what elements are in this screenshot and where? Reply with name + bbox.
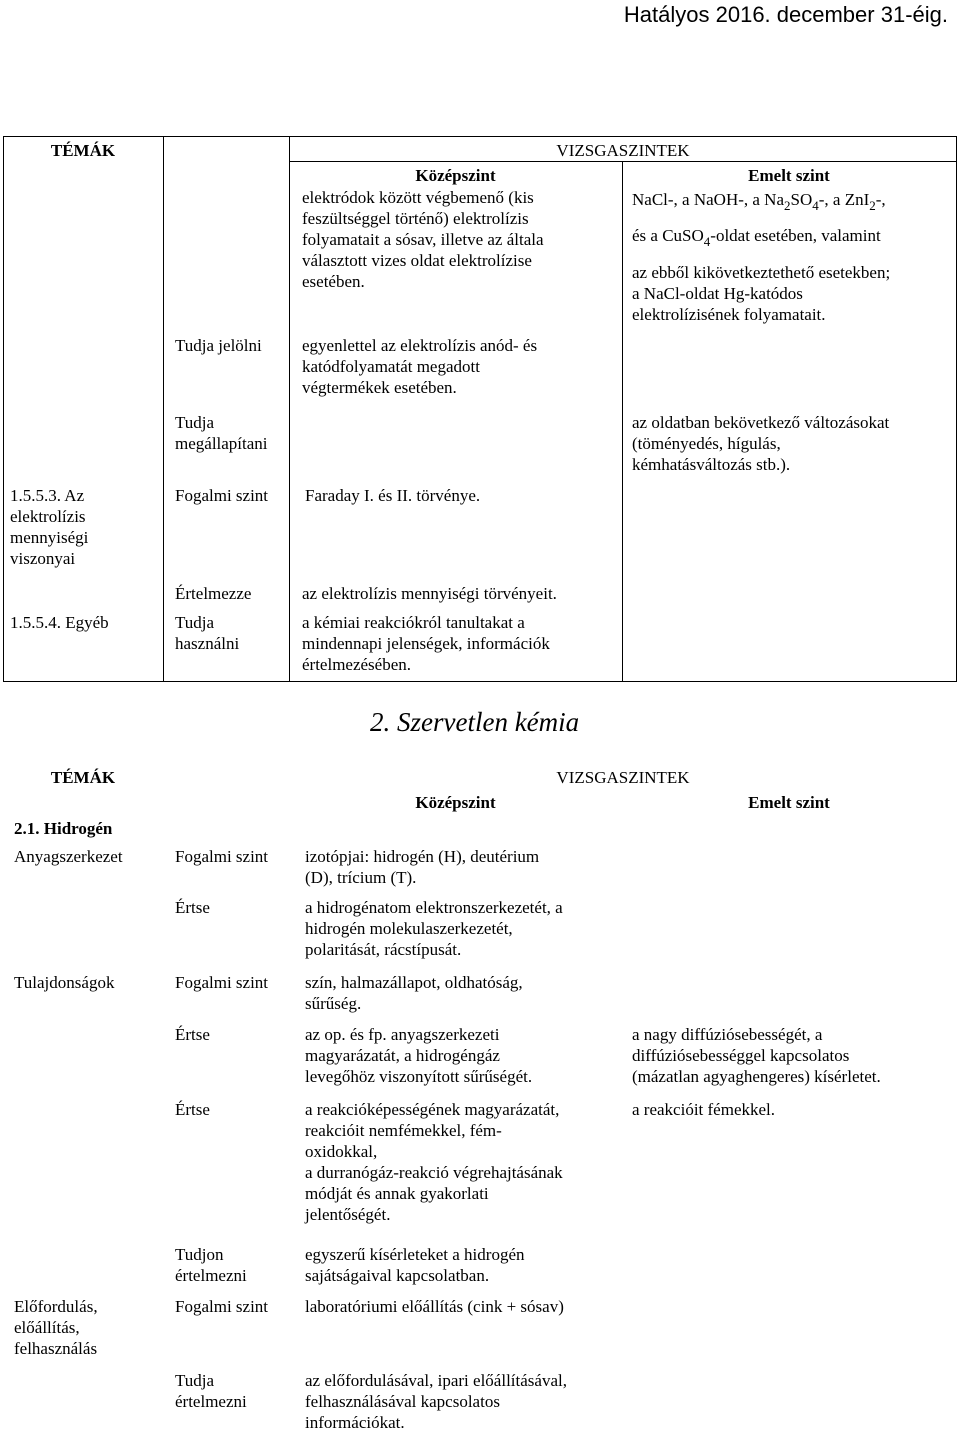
text-line: a NaCl-oldat Hg-katódos — [632, 284, 803, 303]
text-line: Tudjon — [175, 1245, 224, 1264]
text-fragment: -oldat esetében, valamint — [710, 226, 881, 245]
table1-right-border — [956, 136, 957, 681]
table2-row-mid — [305, 972, 523, 1014]
text-line: az op. és fp. anyagszerkezeti — [305, 1025, 500, 1044]
table1-top-border — [3, 136, 957, 137]
text-line: Tudja — [175, 1371, 215, 1390]
text-line: a hidrogénatom elektronszerkezetét, a — [305, 898, 563, 917]
text-line: levegőhöz viszonyított sűrűségét. — [305, 1067, 533, 1086]
section-title: 2. Szervetlen kémia — [370, 707, 580, 737]
text-line: a kémiai reakciókról tanultakat a — [302, 613, 525, 632]
table2-topic-properties: Tulajdonságok — [14, 973, 115, 992]
text-line: értelmezni — [175, 1392, 247, 1411]
text-line: 1.5.5.3. Az — [10, 486, 85, 505]
text-line: Előfordulás, — [14, 1297, 98, 1316]
text-line: elektródok között végbemenő (kis — [302, 188, 534, 207]
text-line: elektrolízis — [10, 507, 86, 526]
table2-row-mid — [305, 1024, 532, 1087]
text-line: az oldatban bekövetkező változásokat — [632, 413, 890, 432]
subscript: 2 — [784, 198, 791, 213]
table2-row-verb — [175, 846, 268, 867]
text-line: Fogalmi szint — [175, 847, 269, 866]
text-line: oxidokkal, — [305, 1142, 378, 1161]
table1-verb-tudja-megallapitani — [175, 412, 268, 454]
text-line: kémhatásváltozás stb.). — [632, 455, 791, 474]
table2-topic-structure: Anyagszerkezet — [14, 847, 123, 866]
text-fragment: SO — [790, 190, 813, 209]
text-line: laboratóriumi előállítás (cink + sósav) — [305, 1297, 564, 1316]
text-line: egyszerű kísérleteket a hidrogén — [305, 1245, 525, 1264]
table1-divider-levels — [622, 161, 623, 681]
text-line: jelentőségét. — [305, 1205, 391, 1224]
text-line: polaritását, rácstípusát. — [305, 940, 462, 959]
text-line: mennyiségi — [10, 528, 89, 547]
table2-row-adv — [632, 1024, 881, 1087]
text-fragment: és a CuSO — [632, 226, 704, 245]
table2-row-verb — [175, 1099, 210, 1120]
table2-row-verb — [175, 1370, 247, 1412]
table1-topic-1-5-5-4: 1.5.5.4. Egyéb — [10, 613, 109, 632]
table1-verb-ertelmezze: Értelmezze — [175, 584, 252, 603]
text-line: Értse — [175, 1100, 210, 1119]
text-line: Tudja — [175, 613, 215, 632]
table1-verb-tudja-hasznalni — [175, 612, 239, 654]
table1-mid-anode-cathode-text — [302, 335, 537, 398]
text-line: magyarázatát, a hidrogéngáz — [305, 1046, 500, 1065]
table2-col-mid: Középszint — [415, 793, 496, 812]
table2-row-verb — [175, 1244, 247, 1286]
table1-col-topics: TÉMÁK — [50, 141, 116, 160]
table2-row-mid — [305, 1296, 564, 1317]
table2-col-topics: TÉMÁK — [50, 768, 116, 787]
table1-col-adv: Emelt szint — [748, 166, 830, 185]
text-line: folyamatait a sósav, illetve az általa — [302, 230, 544, 249]
text-line: esetében. — [302, 272, 365, 291]
table1-topic-1-5-5-3 — [10, 485, 88, 569]
table2-row-mid — [305, 846, 539, 888]
table2-row-verb — [175, 1296, 268, 1317]
text-line: információkat. — [305, 1413, 405, 1432]
text-fragment: NaCl-, a NaOH-, a Na — [632, 190, 784, 209]
text-line: az ebből kikövetkeztethető esetekben; — [632, 263, 891, 282]
table1-mid-electrolysis-text — [302, 187, 544, 292]
text-line: feszültséggel történő) elektrolízis — [302, 209, 529, 228]
text-line: a reakcióképességének magyarázatát, — [305, 1100, 560, 1119]
table1-divider-verbs — [289, 136, 290, 681]
text-line: mindennapi jelenségek, információk — [302, 634, 550, 653]
text-line: katódfolyamatát megadott — [302, 357, 480, 376]
text-line: előállítás, — [14, 1318, 80, 1337]
text-line: felhasználás — [14, 1339, 98, 1358]
text-line: végtermékek esetében. — [302, 378, 457, 397]
text-line: módját és annak gyakorlati — [305, 1184, 489, 1203]
table2-row-mid — [305, 897, 563, 960]
text-line: szín, halmazállapot, oldhatóság, — [305, 973, 523, 992]
table2-row-mid — [305, 1099, 563, 1225]
text-line: értelmezni — [175, 1266, 247, 1285]
table1-mid-faraday: Faraday I. és II. törvénye. — [305, 486, 481, 505]
text-line: értelmezésében. — [302, 655, 412, 674]
text-line: (D), trícium (T). — [305, 868, 417, 887]
text-line: egyenlettel az elektrolízis anód- és — [302, 336, 538, 355]
subscript: 4 — [703, 234, 711, 249]
table1-mid-quantitative-laws: az elektrolízis mennyiségi törvényeit. — [302, 584, 557, 603]
table1-adv-solution-changes-text — [632, 412, 889, 475]
text-line: megállapítani — [175, 434, 268, 453]
table2-row-verb — [175, 972, 268, 993]
text-line: Fogalmi szint — [175, 1297, 269, 1316]
validity-header: Hatályos 2016. december 31-éig. — [623, 2, 948, 27]
text-line: sűrűség. — [305, 994, 362, 1013]
text-line: a durranógáz-reakció végrehajtásának — [305, 1163, 563, 1182]
text-line: a reakcióit fémekkel. — [632, 1100, 776, 1119]
text-line: felhasználásával kapcsolatos — [305, 1392, 500, 1411]
table2-row-mid — [305, 1244, 525, 1286]
text-line: hidrogén molekulaszerkezetét, — [305, 919, 513, 938]
table2-row-adv — [632, 1099, 775, 1120]
subscript: 2 — [869, 198, 876, 213]
table1-header-divider — [289, 161, 957, 162]
table2-row-verb — [175, 897, 210, 918]
text-line: az előfordulásával, ipari előállításával, — [305, 1371, 567, 1390]
table1-adv-electrolysis-text — [632, 262, 890, 325]
text-line: izotópjai: hidrogén (H), deutérium — [305, 847, 540, 866]
text-fragment: -, a ZnI — [818, 190, 870, 209]
table2-col-exam-levels: VIZSGASZINTEK — [556, 768, 690, 787]
text-line: elektrolízisének folyamatait. — [632, 305, 826, 324]
text-line: Értse — [175, 1025, 210, 1044]
table2-col-adv: Emelt szint — [748, 793, 830, 812]
text-line: választott vizes oldat elektrolízise — [302, 251, 532, 270]
text-line: Értse — [175, 898, 210, 917]
text-line: Fogalmi szint — [175, 973, 269, 992]
text-line: sajátságaival kapcsolatban. — [305, 1266, 490, 1285]
text-line: (töményedés, hígulás, — [632, 434, 781, 453]
text-line: reakcióit nemfémekkel, fém- — [305, 1121, 502, 1140]
table1-divider-topics — [163, 136, 164, 681]
text-line: viszonyai — [10, 549, 76, 568]
text-line: használni — [175, 634, 240, 653]
table1-col-mid: Középszint — [415, 166, 496, 185]
table2-row-mid — [305, 1370, 567, 1433]
table1-verb-fogalmi-szint: Fogalmi szint — [175, 486, 269, 505]
subscript: 4 — [812, 198, 819, 213]
table1-adv-electrolysis-formula-line2 — [632, 225, 881, 247]
table1-left-border — [3, 136, 4, 681]
text-line: diffúziósebességgel kapcsolatos — [632, 1046, 850, 1065]
text-fragment: -, — [875, 190, 886, 209]
table1-verb-tudja-jelolni: Tudja jelölni — [175, 336, 262, 355]
table1-col-exam-levels: VIZSGASZINTEK — [556, 141, 690, 160]
table1-bottom-border — [3, 681, 957, 682]
table1-adv-electrolysis-formula-line1 — [632, 189, 886, 211]
table1-mid-everyday-phenomena — [302, 612, 550, 675]
table2-row-verb — [175, 1024, 210, 1045]
text-line: a nagy diffúziósebességét, a — [632, 1025, 823, 1044]
table2-topic-occurrence — [14, 1296, 98, 1359]
table2-topic-hydrogen: 2.1. Hidrogén — [14, 819, 113, 838]
text-line: (mázatlan agyaghengeres) kísérletet. — [632, 1067, 881, 1086]
text-line: Tudja — [175, 413, 215, 432]
